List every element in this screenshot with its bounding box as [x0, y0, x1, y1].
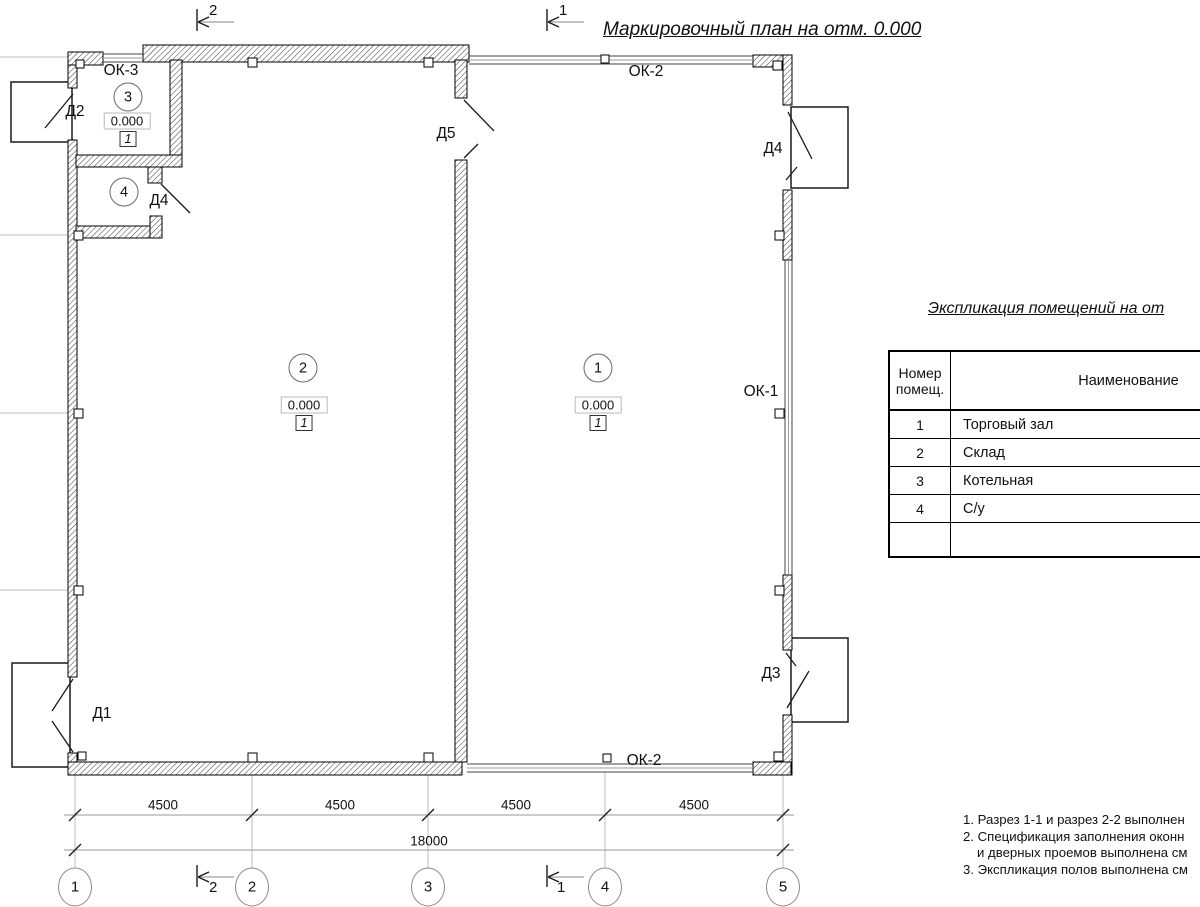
note-line-1: 1. Разрез 1-1 и разрез 2-2 выполнен: [963, 812, 1185, 827]
grid-bubble-2: 2: [235, 868, 269, 907]
section-number-1-bottom: 1: [557, 879, 566, 896]
grid-bubble-3: 3: [411, 868, 445, 907]
note-line-3: 3. Экспликация полов выполнена см: [963, 861, 1188, 877]
door-swing-d5-a: [464, 100, 494, 131]
room-2-floor-type: 1: [296, 415, 313, 431]
note-line-2: 2. Спецификация заполнения оконн: [963, 828, 1185, 844]
door-label-d1: Д1: [92, 705, 112, 722]
room-name-cell: Котельная: [963, 472, 1034, 489]
table-row: [890, 439, 1200, 467]
dim-4500-3: 4500: [500, 797, 532, 813]
window-label-ok1: ОК-1: [743, 383, 779, 400]
window-label-ok2-top: ОК-2: [628, 63, 664, 80]
room-number-2: 2: [289, 354, 318, 383]
window-ok3: [103, 54, 143, 62]
section-mark-1-bottom: [547, 865, 584, 887]
page-title: Маркировочный план на отм. 0.000: [603, 19, 922, 40]
header-line-2: помещ.: [895, 380, 945, 397]
table-row: [890, 467, 1200, 495]
window-label-ok2-bottom: ОК-2: [626, 752, 662, 769]
room-name-cell: Торговый зал: [963, 416, 1054, 433]
table-header-row: [890, 352, 1200, 411]
section-number-1-top: 1: [559, 2, 568, 19]
room-number-cell: [890, 523, 951, 556]
explication-title: Экспликация помещений на от: [928, 300, 1165, 317]
dimension-lines: [64, 809, 794, 856]
window-label-ok3: ОК-3: [103, 62, 139, 79]
window-ok1: [785, 260, 792, 575]
room-number-cell: 1: [890, 411, 951, 438]
room-1-elevation: 0.000: [575, 397, 622, 414]
dim-4500-2: 4500: [324, 797, 356, 813]
room-name-cell: Склад: [963, 444, 1005, 461]
grid-bubble-4: 4: [588, 868, 622, 907]
room-number-1: 1: [584, 354, 613, 383]
room-3-elevation: 0.000: [104, 113, 151, 130]
window-ok2-bottom: [467, 764, 753, 772]
door-swing-d5-b: [464, 144, 478, 158]
grid-bubble-5: 5: [766, 868, 800, 907]
dim-4500-1: 4500: [147, 797, 179, 813]
door-label-d2: Д2: [65, 103, 85, 120]
room-number-cell: 2: [890, 439, 951, 466]
room-name-cell: [951, 523, 1200, 556]
room-1-floor-type: 1: [590, 415, 607, 431]
drawing-notes: [963, 812, 1188, 878]
header-line-1: Номер: [898, 364, 942, 381]
door-label-d5: Д5: [436, 125, 456, 142]
walls: [68, 45, 792, 775]
note-line-2-cont: и дверных проемов выполнена см: [977, 845, 1188, 860]
room-number-4: 4: [110, 178, 139, 207]
windows: [103, 54, 792, 772]
table-row: [890, 411, 1200, 439]
table-header-room-number: [890, 352, 951, 409]
door-label-d3: Д3: [761, 665, 781, 682]
room-number-cell: 4: [890, 495, 951, 522]
room-3-floor-type: 1: [120, 131, 137, 147]
room-2-elevation: 0.000: [281, 397, 328, 414]
grid-bubble-1: 1: [58, 868, 92, 907]
section-number-2-bottom: 2: [209, 879, 218, 896]
door-label-d4: Д4: [763, 140, 783, 157]
dim-total-18000: 18000: [410, 833, 448, 849]
table-row-empty: [890, 523, 1200, 556]
table-row: [890, 495, 1200, 523]
room-number-cell: 3: [890, 467, 951, 494]
room-number-3: 3: [114, 83, 143, 112]
window-ok2-top: [469, 56, 753, 64]
room-name-cell: С/у: [963, 500, 985, 517]
door-label-d4-wc: Д4: [149, 192, 169, 209]
section-number-2-top: 2: [209, 2, 218, 19]
table-header-name: Наименование: [1078, 372, 1179, 389]
explication-table: [888, 350, 1200, 558]
dim-4500-4: 4500: [678, 797, 710, 813]
